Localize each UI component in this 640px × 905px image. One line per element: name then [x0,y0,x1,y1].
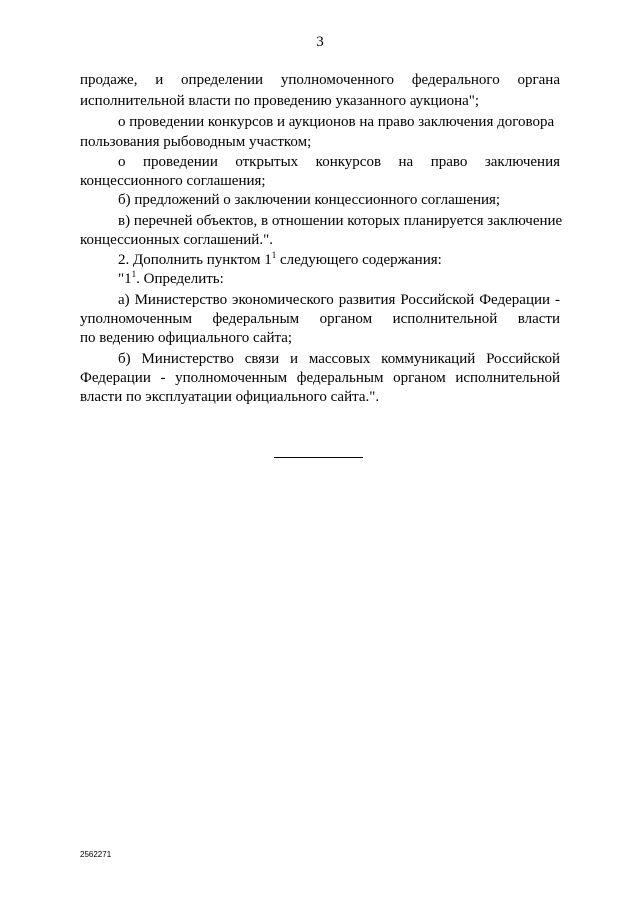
page-number: 3 [316,34,324,50]
end-rule [274,457,363,458]
item-2-line [118,251,560,270]
text-line: продаже, и определении уполномоченного федерального органа [80,72,560,88]
item-2-text: 2. Дополнить пунктом 1 [118,252,272,268]
text-line: власти по эксплуатации официального сайта.". [80,389,380,405]
document-code: 2562271 [80,850,112,859]
item-1-text-end: . Определить: [136,271,224,287]
superscript: 1 [131,269,137,279]
text-line: в) перечней объектов, в отношении которых планируется заключение [118,213,563,229]
text-line: о проведении конкурсов и аукционов на право заключения договора [118,114,555,130]
text-line: Федерации - уполномоченным федеральным органом исполнительной [80,370,560,386]
text-line: по ведению официального сайта; [80,330,293,346]
text-line: исполнительной власти по проведению указанного аукциона"; [80,93,480,109]
text-line: б) предложений о заключении концессионного соглашения; [118,192,501,208]
item-1-heading [118,270,560,289]
text-line: пользования рыбоводным участком; [80,134,312,150]
text-line: о проведении открытых конкурсов на право заключения [118,154,560,170]
text-line: уполномоченным федеральным органом исполнительной власти [80,311,560,327]
text-line: а) Министерство экономического развития Российской Федерации - [118,292,560,308]
item-2-text-end: следующего содержания: [276,252,442,268]
superscript: 1 [271,250,277,260]
text-line: концессионных соглашений.". [80,232,273,248]
item-1-text: "1 [118,271,132,287]
text-line: б) Министерство связи и массовых коммуникаций Российской [118,351,560,367]
text-line: концессионного соглашения; [80,173,266,189]
